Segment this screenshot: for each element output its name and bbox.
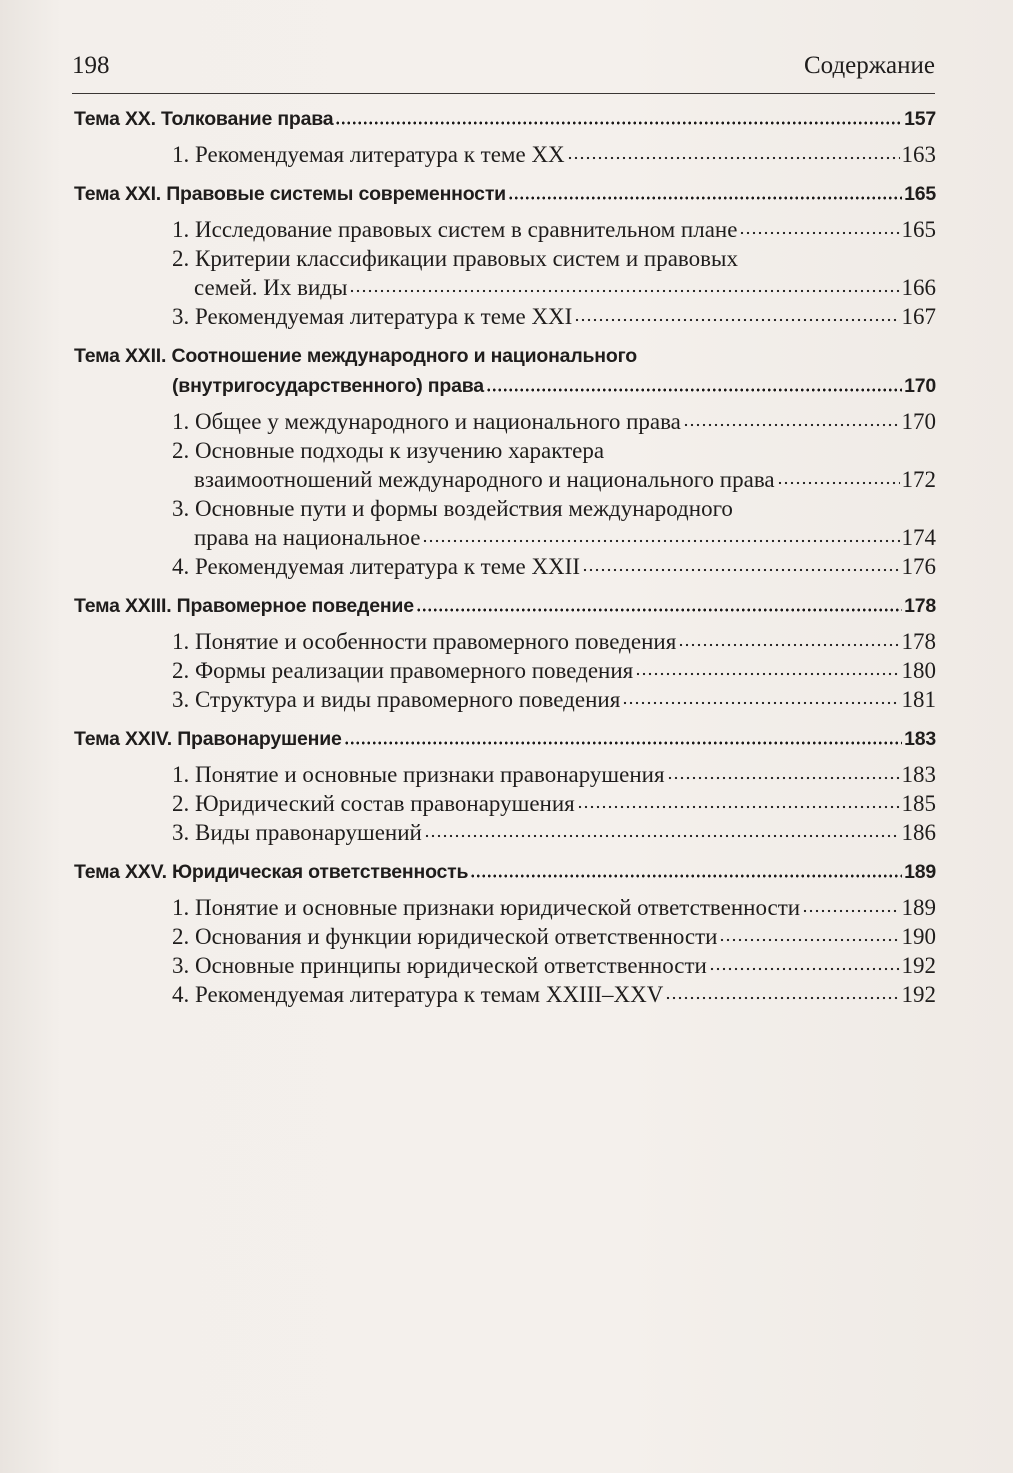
dot-leader <box>567 155 900 161</box>
page-ref: 178 <box>901 629 936 654</box>
item-title: 2. Основания и функции юридической ответственности <box>172 924 718 949</box>
item-line <box>172 552 936 581</box>
page-ref: 180 <box>901 658 936 683</box>
item-title: 3. Основные пути и формы воздействия международного <box>172 496 733 521</box>
page-ref: 183 <box>901 762 936 787</box>
dot-leader <box>777 480 900 486</box>
dot-leader <box>622 700 899 706</box>
toc-item <box>172 980 936 1009</box>
toc-item <box>172 627 936 656</box>
toc-topic <box>74 179 936 209</box>
dot-leader <box>719 937 899 943</box>
item-title: права на национальное <box>194 525 421 550</box>
toc-item <box>172 760 936 789</box>
topic-line <box>74 104 936 134</box>
topic-title: Тема XX. Толкование права <box>74 108 334 130</box>
page-ref: 165 <box>901 217 936 242</box>
toc-item-list <box>74 760 936 847</box>
item-line <box>172 893 936 922</box>
page-ref: 157 <box>904 108 936 130</box>
dot-leader <box>486 387 902 393</box>
topic-line <box>74 371 936 401</box>
toc-item <box>172 494 936 552</box>
item-title: 1. Общее у международного и национального права <box>172 409 681 434</box>
item-line <box>172 494 936 523</box>
toc-topic <box>74 341 936 401</box>
topic-title: Тема XXV. Юридическая ответственность <box>74 861 469 883</box>
topic-line <box>74 857 936 887</box>
dot-leader <box>349 288 899 294</box>
toc-item <box>172 685 936 714</box>
page-ref: 170 <box>901 409 936 434</box>
item-line <box>172 685 936 714</box>
dot-leader <box>802 908 899 914</box>
page-ref: 186 <box>901 820 936 845</box>
running-title: Содержание <box>804 52 935 79</box>
toc-item-list <box>74 627 936 714</box>
item-title: 3. Структура и виды правомерного поведения <box>172 687 621 712</box>
item-line <box>172 523 936 552</box>
item-title: 3. Основные принципы юридической ответственности <box>172 953 707 978</box>
item-title: взаимоотношений международного и национального права <box>194 467 775 492</box>
page-ref: 189 <box>904 861 936 883</box>
page-ref: 170 <box>904 375 936 397</box>
item-line <box>172 436 936 465</box>
item-line <box>172 465 936 494</box>
item-title: 4. Рекомендуемая литература к теме XXII <box>172 554 580 579</box>
item-title: 2. Юридический состав правонарушения <box>172 791 575 816</box>
topic-title: Тема XXI. Правовые системы современности <box>74 183 506 205</box>
item-title: 2. Формы реализации правомерного поведения <box>172 658 634 683</box>
item-line <box>172 407 936 436</box>
dot-leader <box>574 317 899 323</box>
dot-leader <box>667 775 900 781</box>
dot-leader <box>422 538 899 544</box>
page-ref: 192 <box>901 982 936 1007</box>
item-title: 2. Критерии классификации правовых систем и правовых <box>172 246 738 271</box>
dot-leader <box>709 966 900 972</box>
dot-leader <box>416 607 902 613</box>
dot-leader <box>577 804 900 810</box>
page-ref: 172 <box>901 467 936 492</box>
item-line <box>172 656 936 685</box>
item-title: 1. Исследование правовых систем в сравнительном плане <box>172 217 738 242</box>
page-ref: 178 <box>904 595 936 617</box>
item-title: 1. Понятие и основные признаки правонарушения <box>172 762 665 787</box>
toc-item <box>172 436 936 494</box>
toc-topic <box>74 857 936 887</box>
page-ref: 167 <box>901 304 936 329</box>
topic-line <box>74 179 936 209</box>
dot-leader <box>739 230 899 236</box>
toc-section <box>74 341 936 581</box>
dot-leader <box>344 740 902 746</box>
page-ref: 163 <box>901 142 936 167</box>
dot-leader <box>665 995 899 1001</box>
toc-item <box>172 552 936 581</box>
topic-title: Тема XXIV. Правонарушение <box>74 728 342 750</box>
page-ref: 192 <box>901 953 936 978</box>
toc-item-list <box>74 893 936 1009</box>
page-number: 198 <box>72 52 110 79</box>
toc-section <box>74 591 936 714</box>
toc-section <box>74 179 936 331</box>
toc-topic <box>74 591 936 621</box>
item-line <box>172 818 936 847</box>
item-line <box>172 302 936 331</box>
toc-item <box>172 244 936 302</box>
toc-item <box>172 140 936 169</box>
toc-section <box>74 104 936 169</box>
page-ref: 190 <box>901 924 936 949</box>
item-line <box>172 789 936 818</box>
item-line <box>172 273 936 302</box>
page-ref: 176 <box>901 554 936 579</box>
header-rule <box>72 93 935 94</box>
item-line <box>172 951 936 980</box>
toc-topic <box>74 724 936 754</box>
item-line <box>172 244 936 273</box>
toc-item <box>172 818 936 847</box>
page-ref: 183 <box>904 728 936 750</box>
toc-item <box>172 893 936 922</box>
item-title: 4. Рекомендуемая литература к темам XXIII–XXV <box>172 982 664 1007</box>
toc-section <box>74 857 936 1009</box>
toc-section <box>74 724 936 847</box>
page-ref: 166 <box>901 275 936 300</box>
topic-title: (внутригосударственного) права <box>172 375 484 397</box>
toc-item <box>172 407 936 436</box>
page-ref: 165 <box>904 183 936 205</box>
toc-item <box>172 215 936 244</box>
item-line <box>172 627 936 656</box>
page-ref: 189 <box>901 895 936 920</box>
topic-line <box>74 724 936 754</box>
item-line <box>172 760 936 789</box>
dot-leader <box>508 195 902 201</box>
item-line <box>172 922 936 951</box>
item-title: 3. Виды правонарушений <box>172 820 422 845</box>
item-line <box>172 215 936 244</box>
toc-item-list <box>74 407 936 581</box>
toc-item <box>172 789 936 818</box>
item-title: 1. Понятие и основные признаки юридической ответственности <box>172 895 801 920</box>
dot-leader <box>335 120 902 126</box>
topic-line <box>74 591 936 621</box>
dot-leader <box>678 642 899 648</box>
toc-item <box>172 922 936 951</box>
topic-line <box>74 341 936 371</box>
page-ref: 185 <box>901 791 936 816</box>
toc-item-list <box>74 140 936 169</box>
toc-item <box>172 656 936 685</box>
item-title: семей. Их виды <box>194 275 348 300</box>
dot-leader <box>683 422 900 428</box>
item-line <box>172 140 936 169</box>
dot-leader <box>582 567 900 573</box>
toc-item <box>172 302 936 331</box>
item-title: 1. Рекомендуемая литература к теме XX <box>172 142 565 167</box>
item-title: 2. Основные подходы к изучению характера <box>172 438 605 463</box>
toc-topic <box>74 104 936 134</box>
table-of-contents <box>74 104 936 1019</box>
item-title: 3. Рекомендуемая литература к теме XXI <box>172 304 573 329</box>
page-ref: 174 <box>901 525 936 550</box>
page-header <box>72 52 935 88</box>
toc-item-list <box>74 215 936 331</box>
item-title: 1. Понятие и особенности правомерного поведения <box>172 629 677 654</box>
toc-item <box>172 951 936 980</box>
item-line <box>172 980 936 1009</box>
topic-title: Тема XXII. Соотношение международного и национального <box>74 345 637 367</box>
dot-leader <box>424 833 900 839</box>
topic-title: Тема XXIII. Правомерное поведение <box>74 595 414 617</box>
dot-leader <box>470 873 902 879</box>
dot-leader <box>635 671 899 677</box>
page-ref: 181 <box>901 687 936 712</box>
